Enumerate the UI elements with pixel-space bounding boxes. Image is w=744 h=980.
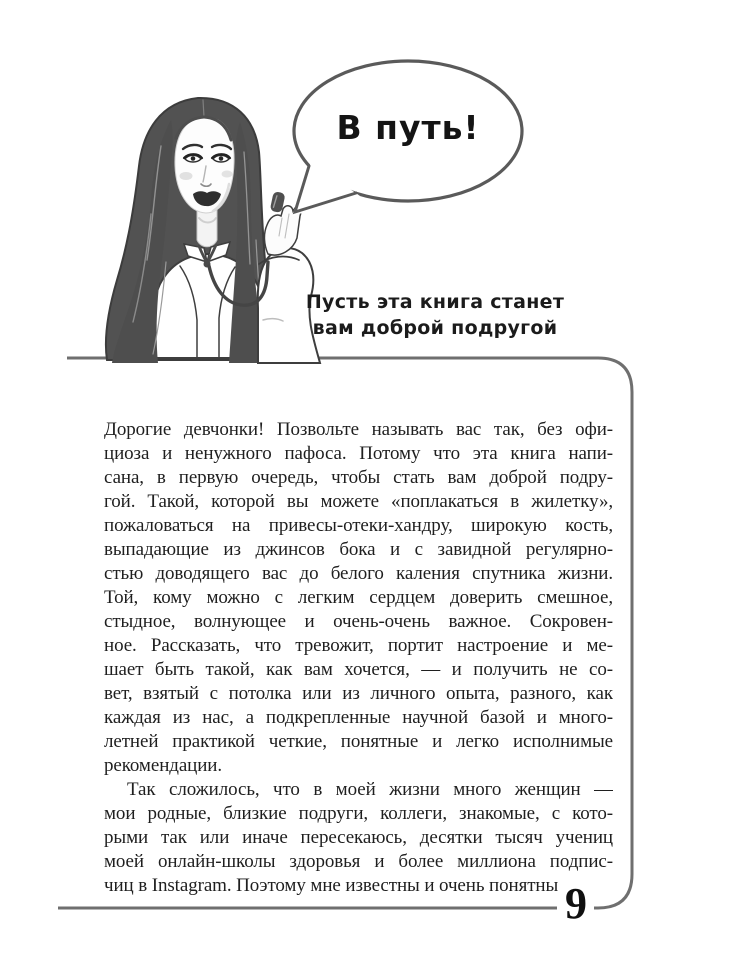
caption-line-1: Пусть эта книга станет	[305, 291, 565, 313]
text-line: выпадающие из джинсов бока и с завидной регулярно-	[104, 539, 613, 560]
text-line: рыми так или иначе пересекаюсь, десятки тысяч учениц	[104, 827, 613, 848]
caption-line-2: вам доброй подругой	[312, 317, 558, 339]
text-line: пожаловаться на привесы-отеки-хандру, широкую кость,	[104, 515, 613, 536]
text-line: летней практикой четкие, понятные и легко исполнимые	[104, 731, 613, 752]
text-line: стью доводящего вас до белого каления спутника жизни.	[104, 563, 613, 584]
text-line: рекомендации.	[104, 755, 223, 776]
text-line: циоза и ненужного пафоса. Потому что эта книга напи-	[104, 443, 613, 464]
text-line: гой. Такой, которой вы можете «поплакаться в жилетку»,	[104, 491, 613, 512]
text-line: Той, кому можно с легким сердцем доверить смешное,	[104, 587, 613, 608]
blush-left	[180, 172, 193, 180]
text-line: Так сложилось, что в моей жизни много женщин —	[127, 779, 613, 800]
page-number: 9	[565, 879, 587, 928]
text-line: чиц в Instagram. Поэтому мне известны и очень понятны	[104, 875, 559, 896]
text-line: вет, взятый с потолка или из личного опыта, разного, как	[104, 683, 613, 704]
neck	[197, 208, 217, 247]
text-line: шает быть такой, как вам хочется, — и получить не со-	[104, 659, 613, 680]
blush-right	[222, 171, 233, 178]
text-line: стыдное, волнующее и очень-очень важное. Сокровен-	[104, 611, 613, 632]
speech-bubble-text: В путь!	[336, 108, 480, 147]
text-line: Дорогие девчонки! Позвольте называть вас так, без офи-	[104, 419, 613, 440]
handwritten-caption	[305, 289, 565, 341]
page-text	[104, 418, 613, 898]
text-line: моей онлайн-школы здоровья и более миллиона подпис-	[104, 851, 613, 872]
woman-illustration	[106, 98, 320, 363]
text-line: мои родные, близкие подруги, коллеги, знакомые, с кото-	[104, 803, 613, 824]
text-line: ное. Рассказать, что тревожит, портит настроение и ме-	[104, 635, 613, 656]
text-line: каждая из нас, а подкрепленные научной базой и много-	[104, 707, 613, 728]
text-line: сана, в первую очередь, чтобы стать вам доброй подру-	[104, 467, 613, 488]
